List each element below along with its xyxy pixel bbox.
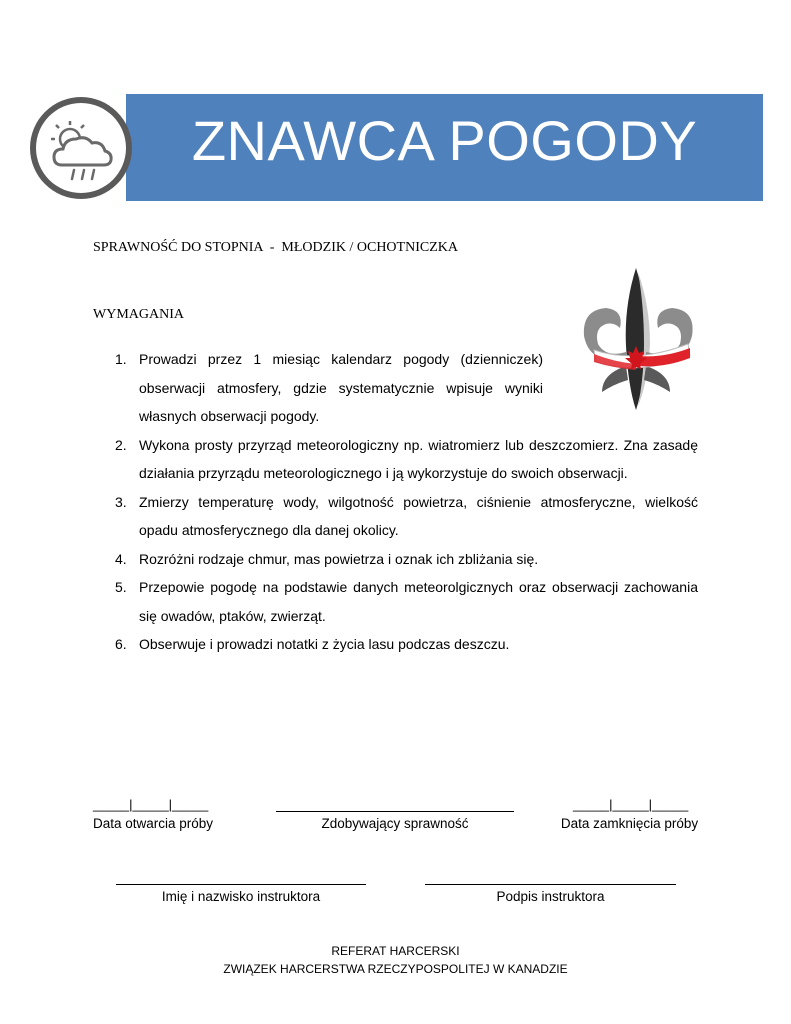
requirement-number: 5. [115,579,127,595]
earner-label: Zdobywający sprawność [321,816,469,831]
requirements-list [115,345,698,659]
requirement-text: Wykona prosty przyrząd meteorologiczny np. wiatromierz lub deszczomierz. Zna zasadę działania przyrządu meteorologicznego i ją wykorzystuje do swoich obserwacji. [139,436,698,481]
requirement-number: 6. [115,636,127,652]
instructor-signature-line[interactable] [425,884,676,885]
footer-department: REFERAT HARCERSKI [331,944,460,958]
open-date-label: Data otwarcia próby [93,816,214,831]
requirement-number: 3. [115,493,127,510]
close-date-label: Data zamknięcia próby [560,816,699,831]
requirement-text: Przepowie pogodę na podstawie danych meteorolgicznych oraz obserwacji zachowania się owadów, ptaków, zwierząt. [139,579,698,624]
instructor-signature-label: Podpis instruktora [496,889,605,904]
requirement-text: Prowadzi przez 1 miesiąc kalendarz pogody (dzienniczek) obserwacji atmosfery, gdzie systematycznie wpisuje wyniki własnych obserwacji pogody. [139,351,543,424]
requirement-item-5 [115,573,698,630]
instructor-name-line[interactable] [116,884,366,885]
close-date-field[interactable]: _____|_____|_____ [573,797,689,812]
requirement-number: 4. [115,550,127,567]
requirement-item-2 [115,431,698,488]
requirement-text: Rozróżni rodzaje chmur, mas powietrza i oznak ich zbliżania się. [139,550,539,567]
open-date-field[interactable]: _____|_____|_____ [93,797,209,812]
requirement-text: Obserwuje i prowadzi notatki z życia lasu podczas deszczu. [139,636,510,652]
requirement-item-6 [115,630,698,659]
requirements-heading: WYMAGANIA [93,307,184,322]
requirement-item-3 [115,488,698,545]
requirement-item-4 [115,545,698,574]
instructor-name-label: Imię i nazwisko instruktora [161,889,321,904]
footer-organization: ZWIĄZEK HARCERSTWA RZECZYPOSPOLITEJ W KANADZIE [223,962,568,976]
title-banner [126,94,763,201]
earner-signature-line[interactable] [276,811,514,812]
requirement-number: 1. [115,351,127,367]
page-title: ZNAWCA POGODY [191,109,698,172]
requirement-number: 2. [115,436,127,453]
badge-level-subtitle: SPRAWNOŚĆ DO STOPNIA - MŁODZIK / OCHOTNICZKA [93,240,458,255]
requirement-item-1 [115,345,543,431]
sun-cloud-rain-icon [28,95,134,201]
requirement-text: Zmierzy temperaturę wody, wilgotność powietrza, ciśnienie atmosferyczne, wielkość opadu atmosferycznego dla danej okolicy. [139,493,698,538]
